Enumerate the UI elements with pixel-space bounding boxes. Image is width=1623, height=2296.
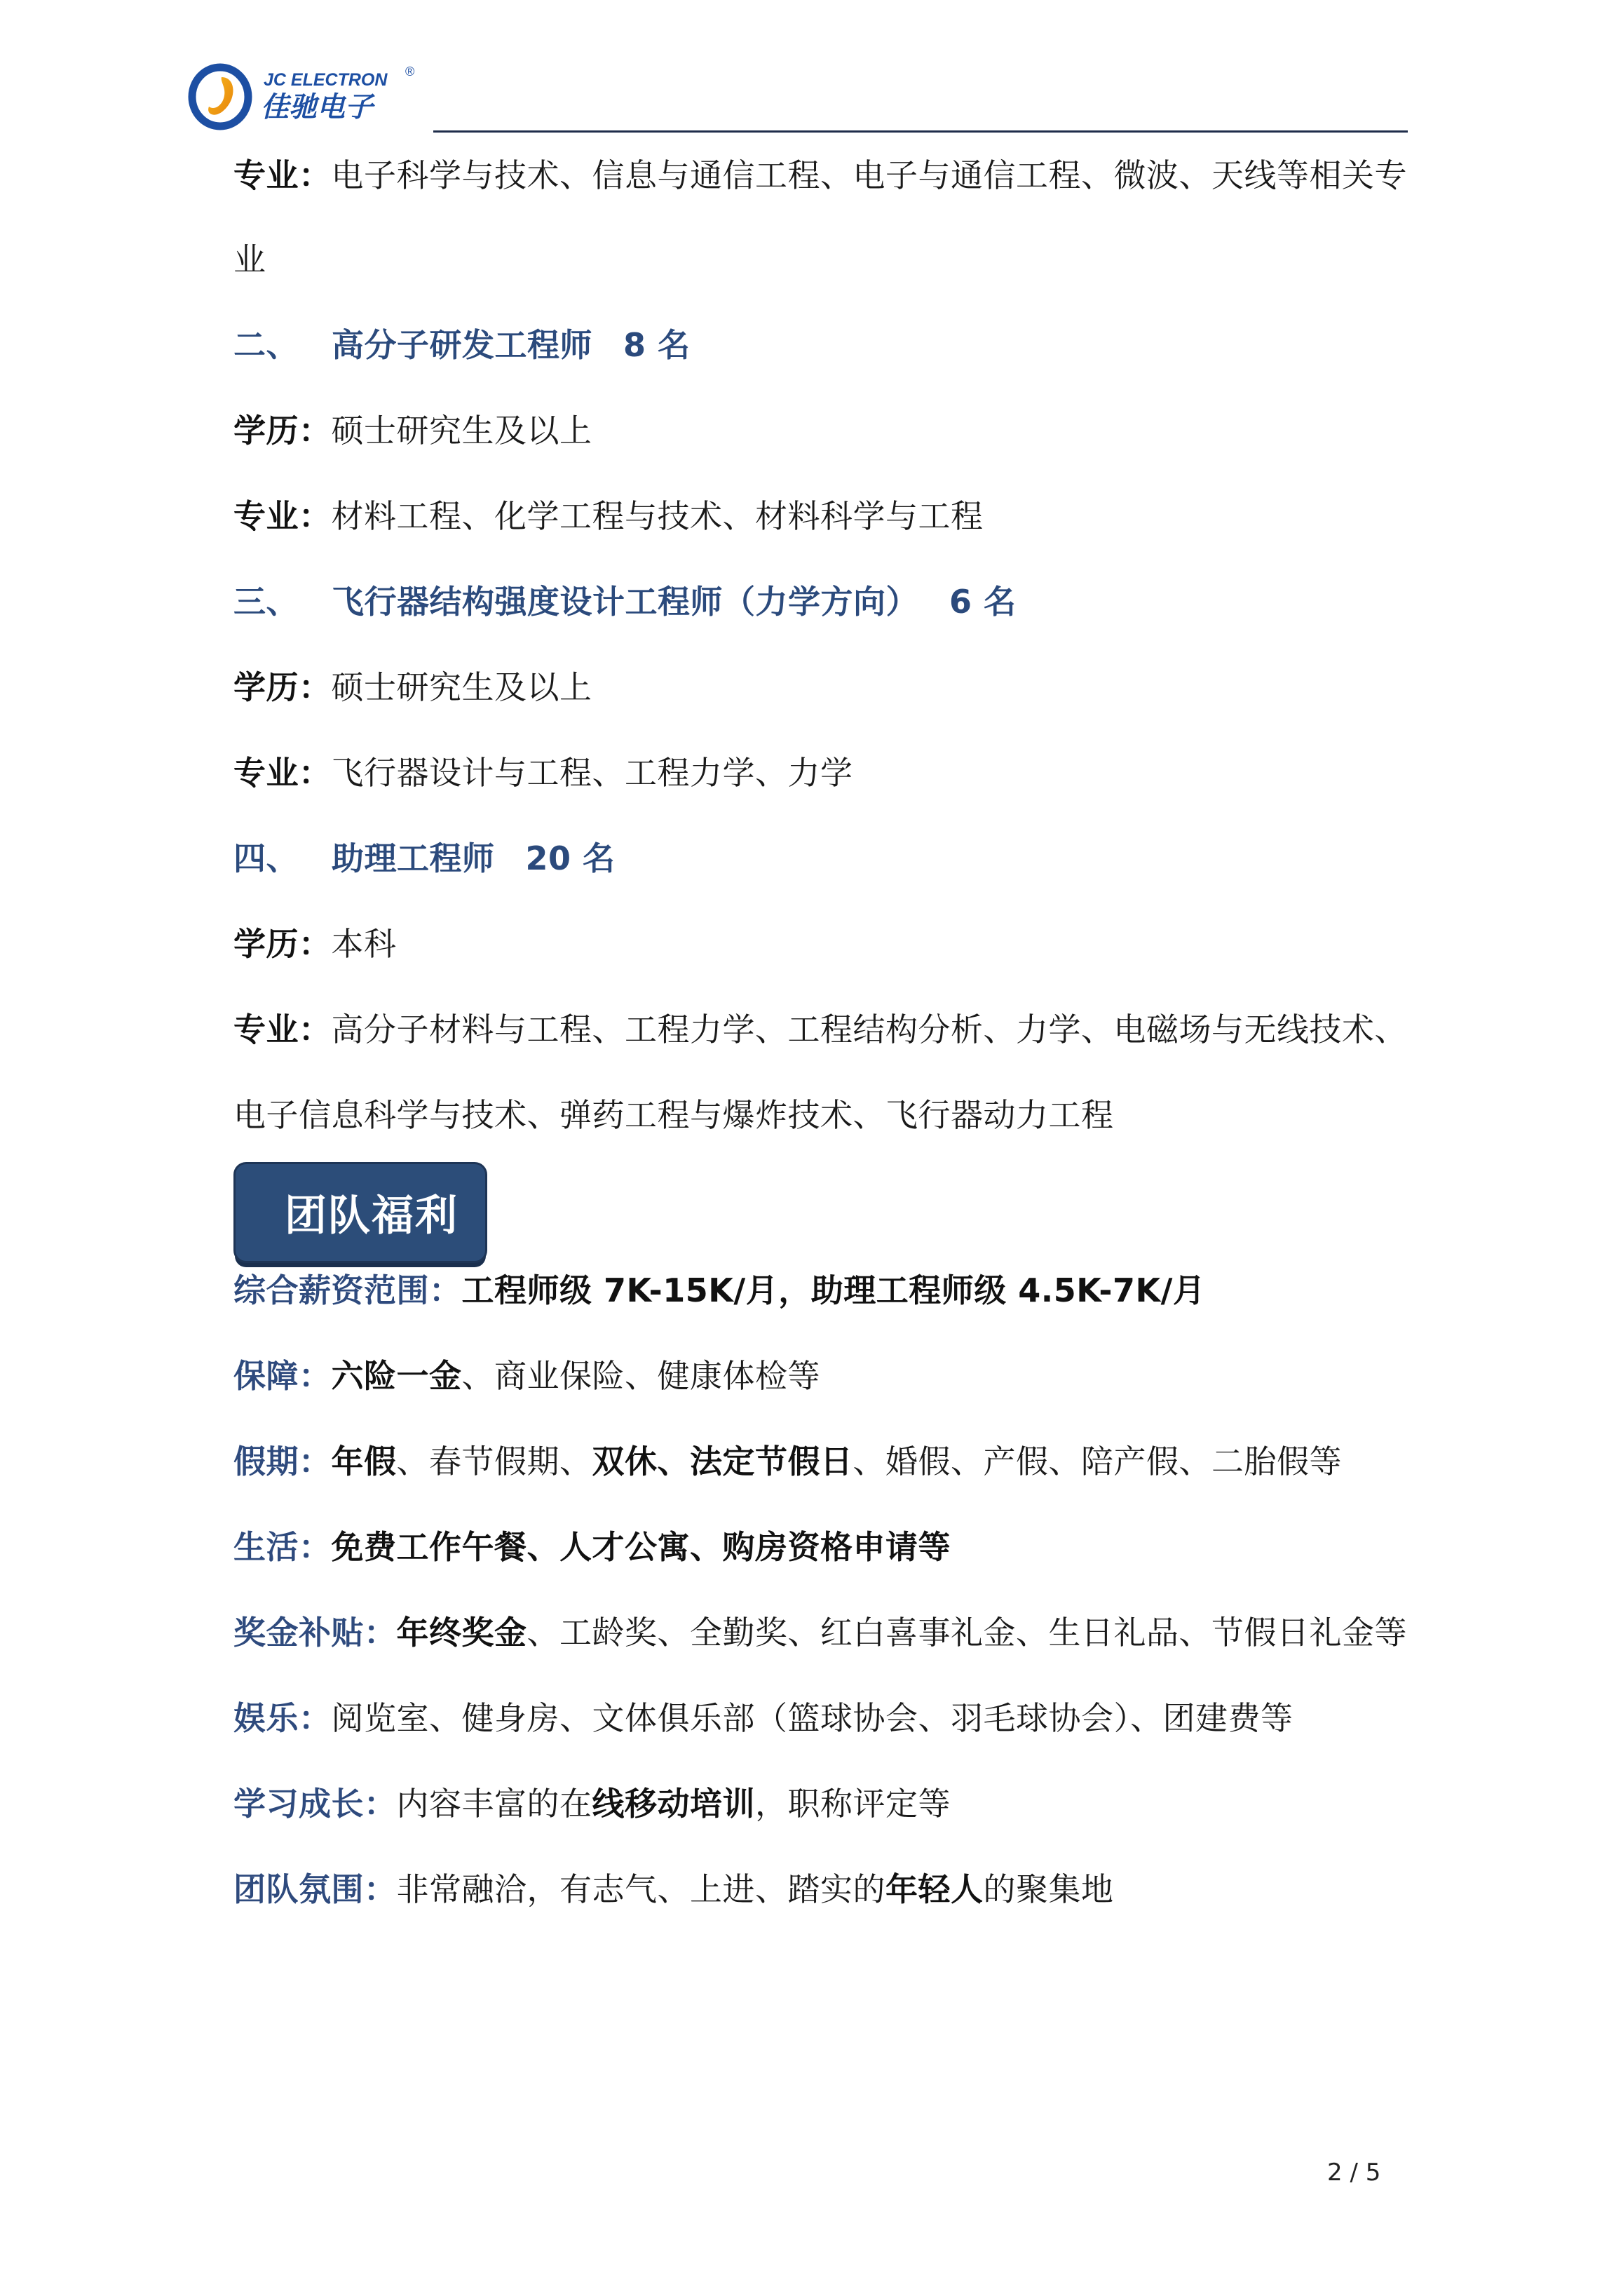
- benefit-bonus: 奖金补贴：年终奖金、工龄奖、全勤奖、红白喜事礼金、生日礼品、节假日礼金等: [233, 1614, 1407, 1652]
- position-2-heading: 二、 高分子研发工程师 8 名: [233, 326, 691, 364]
- position-3-heading: 三、 飞行器结构强度设计工程师（力学方向） 6 名: [233, 583, 1017, 621]
- company-logo: [188, 60, 426, 130]
- position-4-heading: 四、 助理工程师 20 名: [233, 839, 616, 877]
- header-divider: [433, 130, 1408, 133]
- p3-major-line: 专业：飞行器设计与工程、工程力学、力学: [233, 754, 853, 792]
- p1-major-line: 专业：电子科学与技术、信息与通信工程、电子与通信工程、微波、天线等相关专: [233, 156, 1407, 194]
- benefit-salary: 综合薪资范围：工程师级 7K-15K/月，助理工程师级 4.5K-7K/月: [233, 1271, 1206, 1309]
- benefit-team: 团队氛围：非常融洽，有志气、上进、踏实的年轻人的聚集地: [233, 1870, 1114, 1908]
- benefit-life: 生活：免费工作午餐、人才公寓、购房资格申请等: [233, 1528, 951, 1566]
- logo-en-text: JC ELECTRON: [264, 70, 388, 90]
- p2-edu-line: 学历：硕士研究生及以上: [233, 412, 592, 450]
- p1-major-cont: 业: [233, 241, 266, 278]
- benefit-holiday: 假期：年假、春节假期、双休、法定节假日、婚假、产假、陪产假、二胎假等: [233, 1443, 1342, 1480]
- p4-major-cont: 电子信息科学与技术、弹药工程与爆炸技术、飞行器动力工程: [233, 1096, 1114, 1134]
- benefits-section-title: 团队福利: [233, 1162, 487, 1263]
- logo-cn-text: 佳驰电子: [261, 91, 373, 123]
- page-number: 2 / 5: [1327, 2159, 1381, 2187]
- svg-text:®: ®: [405, 65, 415, 79]
- p2-major-line: 专业：材料工程、化学工程与技术、材料科学与工程: [233, 497, 984, 535]
- benefit-growth: 学习成长：内容丰富的在线移动培训，职称评定等: [233, 1785, 951, 1823]
- logo-icon: [188, 60, 426, 130]
- p4-major-line: 专业：高分子材料与工程、工程力学、工程结构分析、力学、电磁场与无线技术、: [233, 1011, 1407, 1048]
- benefit-security: 保障：六险一金、商业保险、健康体检等: [233, 1357, 820, 1395]
- p4-edu-line: 学历：本科: [233, 925, 397, 963]
- p3-edu-line: 学历：硕士研究生及以上: [233, 668, 592, 706]
- benefit-entertainment: 娱乐：阅览室、健身房、文体俱乐部（篮球协会、羽毛球协会）、团建费等: [233, 1699, 1293, 1737]
